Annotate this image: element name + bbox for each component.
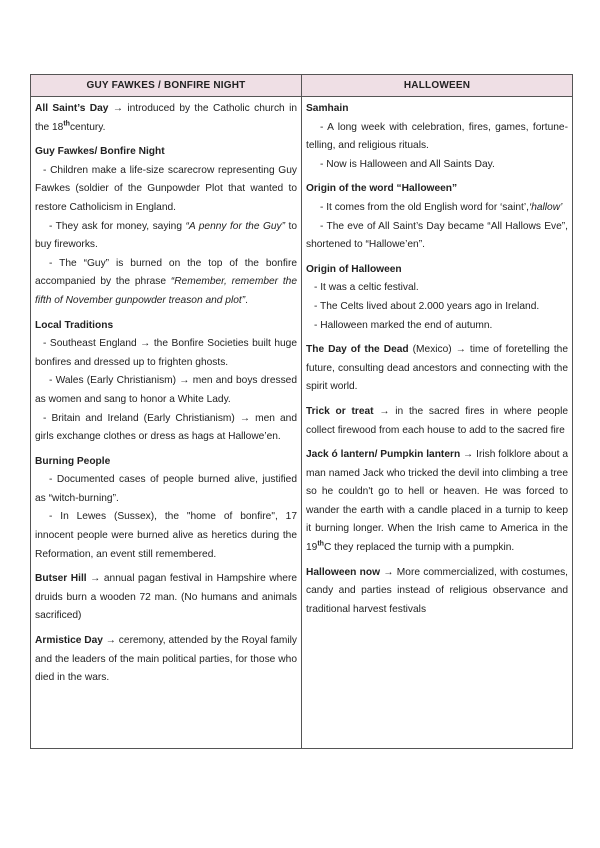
origin-word-p2: - The eve of All Saint’s Day became “All Hallows Eve”, shortened to “Hallowe’en”. <box>306 220 568 251</box>
samhain-p2: - Now is Halloween and All Saints Day. <box>320 158 495 170</box>
day-dead-text: (Mexico) → time of foretelling the future, consulting dead ancestors and connecting with the spirit world. <box>306 344 568 393</box>
trick-text: → in the sacred fires in where people collect firewood from each house to add to the sacred fire <box>306 405 569 436</box>
burning-p2: - In Lewes (Sussex), the "home of bonfire", 17 innocent people were burned alive as heretics during the Reformation, an event still remembered. <box>35 511 297 560</box>
day-dead-title: The Day of the Dead <box>306 344 409 356</box>
origin-halloween-p3: - Halloween marked the end of autumn. <box>314 319 493 331</box>
now-title: Halloween now <box>306 566 381 578</box>
section-origin-halloween <box>306 261 568 335</box>
armistice-text: → ceremony, attended by the Royal family and the leaders of the main political parties, for those who died in the wars. <box>35 635 297 684</box>
origin-halloween-p1: - It was a celtic festival. <box>314 282 419 294</box>
local-p1: - Southeast England → the Bonfire Societies built huge bonfires and dressed up to frighten ghosts. <box>35 338 297 368</box>
armistice-title: Armistice Day <box>35 635 103 647</box>
samhain-p1: - A long week with celebration, fires, games, fortune-telling, and religious rituals. <box>306 121 568 152</box>
burning-title: Burning People <box>35 455 111 467</box>
section-trick-or-treat <box>306 403 568 440</box>
jack-title: Jack ó lantern/ Pumpkin lantern <box>306 449 461 461</box>
section-all-saints <box>35 100 297 137</box>
origin-word-hallow: ‘hallow’ <box>528 201 563 213</box>
origin-word-p1: - It comes from the old English word for ‘saint’, <box>320 201 529 213</box>
section-samhain <box>306 100 568 174</box>
section-day-of-dead <box>306 341 568 397</box>
butser-title: Butser Hill <box>35 573 87 585</box>
guy-fawkes-p1: - Children make a life-size scarecrow representing Guy Fawkes (soldier of the Gunpowder Plot that wanted to restore Catholicism in England. <box>35 164 297 213</box>
section-halloween-now <box>306 564 568 620</box>
guy-fawkes-p2-quote: “A penny for the Guy” <box>185 220 286 232</box>
section-burning-people <box>35 453 297 565</box>
section-jack-o-lantern <box>306 446 568 558</box>
guy-fawkes-column <box>31 97 302 749</box>
comparison-table <box>30 74 573 749</box>
origin-halloween-title: Origin of Halloween <box>306 263 402 275</box>
guy-fawkes-p3-quote: “Remember, remember the fifth of November gunpowder treason and plot” <box>35 276 297 306</box>
guy-fawkes-p3-b: . <box>245 294 248 306</box>
jack-text-end: C they replaced the turnip with a pumpkin. <box>323 542 515 554</box>
origin-word-title: Origin of the word “Halloween” <box>306 183 458 195</box>
now-text: → More commercialized, with costumes, candy and parties instead of religious observance and traditional harvest festivals <box>306 566 568 615</box>
all-saints-title: All Saint’s Day <box>35 103 109 114</box>
all-saints-text-end: century. <box>69 121 106 133</box>
header-halloween: HALLOWEEN <box>403 80 471 91</box>
section-guy-fawkes <box>35 143 297 310</box>
samhain-title: Samhain <box>306 103 349 114</box>
section-armistice <box>35 632 297 688</box>
local-p3: - Britain and Ireland (Early Christianism) → men and girls exchange clothes or dress as hags at Hallowe’en. <box>35 412 297 443</box>
guy-fawkes-p2-a: - They ask for money, saying <box>49 220 186 232</box>
trick-title: Trick or treat <box>306 405 374 417</box>
local-p2: - Wales (Early Christianism) → men and boys dressed as women and sang to honor a White Lady. <box>35 375 297 405</box>
local-title: Local Traditions <box>35 319 114 331</box>
burning-p1: - Documented cases of people burned alive, justified as “witch-burning”. <box>35 474 297 504</box>
butser-text: → annual pagan festival in Hampshire where druids burn a wooden 72 man. (No humans and animals sacrificed) <box>35 573 298 622</box>
halloween-column <box>302 97 572 749</box>
jack-text: → Irish folklore about a man named Jack who tricked the devil into climbing a tree so he couldn't go to hell or heaven. He was forced to wander the earth with a candle placed in a turnip to keep it burning longer. When the Irish came to America in the 19 <box>306 449 568 554</box>
guy-fawkes-title: Guy Fawkes/ Bonfire Night <box>35 146 165 158</box>
jack-sup: th <box>317 540 324 548</box>
header-guy-fawkes: GUY FAWKES / BONFIRE NIGHT <box>31 75 302 96</box>
guy-fawkes-p3-a: - The “Guy” is burned on the top of the bonfire accompanied by the phrase <box>35 257 297 288</box>
guy-fawkes-p2-b: to buy fireworks. <box>35 220 298 251</box>
section-origin-word <box>306 180 568 254</box>
origin-halloween-p2: - The Celts lived about 2.000 years ago in Ireland. <box>314 300 540 312</box>
all-saints-text: → introduced by the Catholic church in the 18 <box>35 103 297 133</box>
section-butser-hill <box>35 570 297 626</box>
table-header <box>31 75 572 97</box>
all-saints-sup: th <box>63 120 70 128</box>
section-local-traditions <box>35 317 297 447</box>
